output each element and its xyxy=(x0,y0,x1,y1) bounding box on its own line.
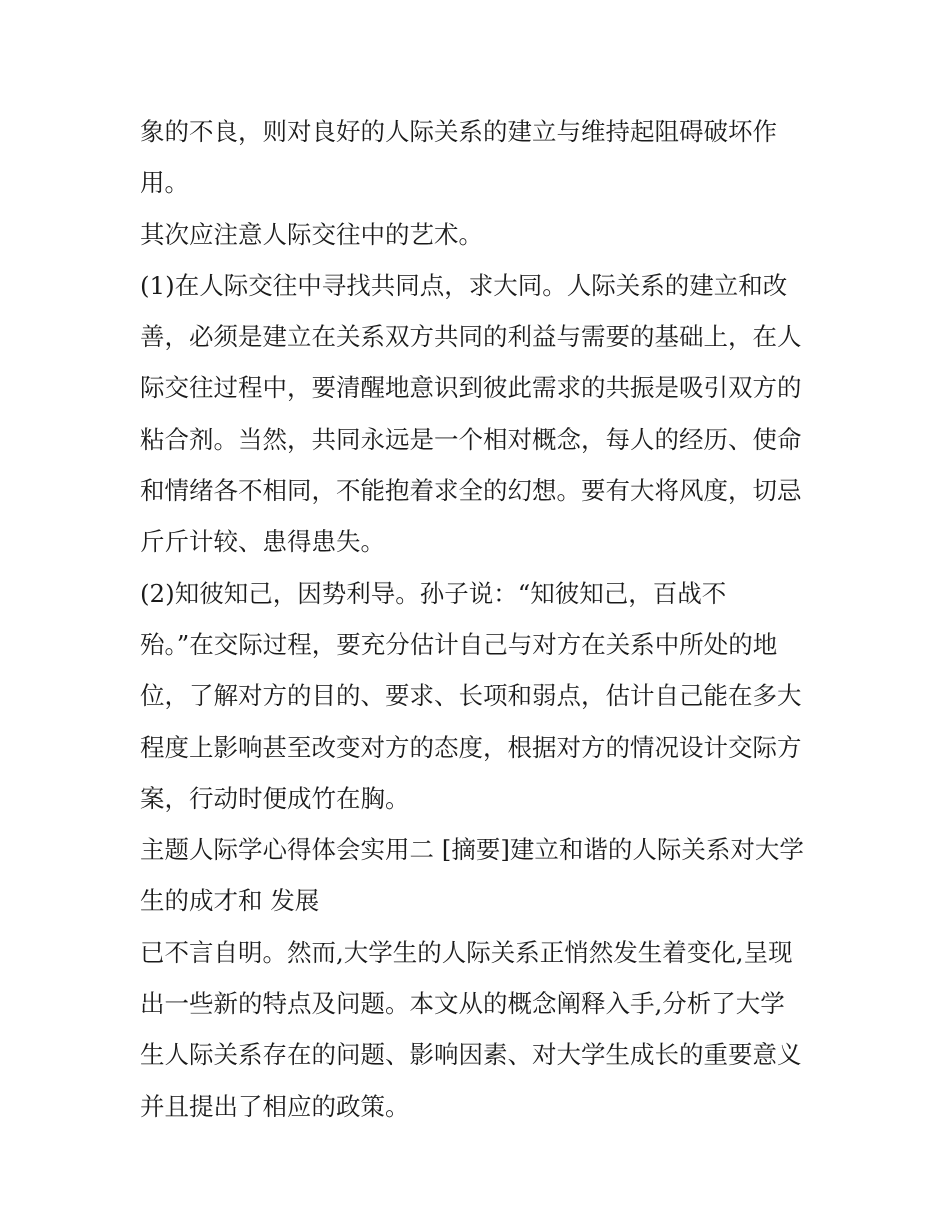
text-line: 并且提出了相应的政策。 xyxy=(140,1091,410,1121)
text-line: 生人际关系存在的问题、影响因素、对大学生成长的重要意义 xyxy=(140,1040,802,1070)
text-line: 象的不良，则对良好的人际关系的建立与维持起阻碍破坏作 xyxy=(140,117,777,146)
text-line: 案，行动时便成竹在胸。 xyxy=(140,783,410,813)
text-line: 粘合剂。当然，共同永远是一个相对概念，每人的经历、使命 xyxy=(140,424,802,454)
document-body xyxy=(140,106,820,1132)
text-line: 主题人际学心得体会实用二 [摘要]建立和谐的人际关系对大学 xyxy=(140,835,804,865)
text-line: 用。 xyxy=(140,168,189,198)
text-line: 程度上影响甚至改变对方的态度，根据对方的情况设计交际方 xyxy=(140,732,802,762)
text-line: 殆。”在交际过程，要充分估计自己与对方在关系中所处的地 xyxy=(140,629,778,659)
text-line: (1)在人际交往中寻找共同点，求大同。人际关系的建立和改 xyxy=(140,270,788,300)
text-line: 斤斤计较、患得患失。 xyxy=(140,527,385,557)
text-line: 际交往过程中，要清醒地意识到彼此需求的共振是吸引双方的 xyxy=(140,373,802,403)
text-line: 生的成才和 发展 xyxy=(140,886,320,916)
text-line: 出一些新的特点及问题。本文从的概念阐释入手,分析了大学 xyxy=(140,989,785,1019)
text-line: 已不言自明。然而,大学生的人际关系正悄然发生着变化,呈现 xyxy=(140,937,793,967)
text-line: 其次应注意人际交往中的艺术。 xyxy=(140,219,483,249)
text-line: (2)知彼知己，因势利导。孙子说：“知彼知己，百战不 xyxy=(140,578,727,608)
text-line: 和情绪各不相同，不能抱着求全的幻想。要有大将风度，切忌 xyxy=(140,476,802,506)
text-line: 位，了解对方的目的、要求、长项和弱点，估计自己能在多大 xyxy=(140,681,802,711)
text-line: 善，必须是建立在关系双方共同的利益与需要的基础上，在人 xyxy=(140,322,802,352)
